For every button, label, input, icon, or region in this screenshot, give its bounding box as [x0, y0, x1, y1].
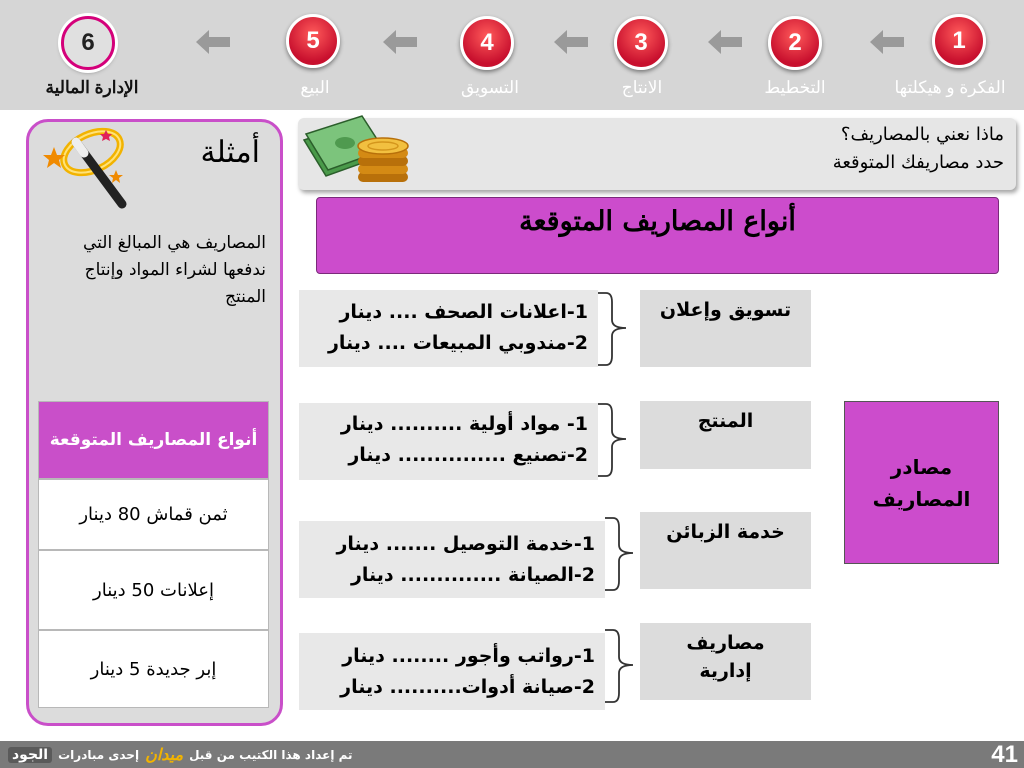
step-2-number: 2	[788, 29, 802, 56]
arrow-left-icon	[196, 30, 230, 54]
magic-wand-icon	[34, 122, 134, 212]
items-product	[299, 403, 598, 480]
footer-initiative-text: إحدى مبادرات	[58, 747, 140, 762]
category-marketing-label: تسويق وإعلان	[659, 299, 792, 321]
maydan-logo: ميدان	[145, 745, 184, 764]
step-2-button[interactable]	[768, 16, 822, 70]
arrow-left-icon	[870, 30, 904, 54]
list-item: 1-اعلانات الصحف .... دينار	[339, 301, 588, 323]
step-1-number: 1	[952, 27, 966, 54]
arrow-left-icon	[383, 30, 417, 54]
bracket-icon	[603, 627, 637, 707]
items-admin	[299, 633, 605, 710]
step-5-number: 5	[306, 27, 320, 54]
bracket-icon	[603, 515, 637, 595]
category-product-label: المنتج	[697, 410, 754, 432]
table-row: إعلانات 50 دينار	[38, 550, 269, 630]
step-6-label[interactable]: الإدارة المالية	[45, 78, 139, 97]
step-5-label[interactable]: البيع	[300, 78, 330, 97]
step-1-button[interactable]	[932, 14, 986, 68]
list-item: 2-مندوبي المبيعات .... دينار	[327, 332, 588, 354]
question-line-2: حدد مصاريفك المتوقعة	[832, 152, 1004, 173]
category-admin-label: مصاريف إدارية	[686, 632, 765, 682]
expense-sources-box	[844, 401, 999, 564]
list-item: 1- مواد أولية .......... دينار	[340, 413, 588, 435]
definition-text: المصاريف هي المبالغ التي ندفعها لشراء المواد وإنتاج المنتج	[82, 233, 266, 307]
list-item: 2-صيانة أدوات.......... دينار	[340, 676, 595, 698]
step-3-button[interactable]	[614, 16, 668, 70]
page-number: 41	[991, 741, 1018, 768]
step-5-button[interactable]	[286, 14, 340, 68]
step-4-label[interactable]: التسويق	[461, 78, 519, 97]
step-3-number: 3	[634, 29, 648, 56]
examples-table-header: أنواع المصاريف المتوقعة	[38, 401, 269, 479]
category-customer-service	[640, 512, 811, 589]
footer-credit-prefix: تم إعداد هذا الكتيب من قبل	[189, 747, 353, 762]
category-admin	[640, 623, 811, 700]
step-3-label[interactable]: الانتاج	[621, 78, 663, 97]
aljoud-logo: الجود	[8, 747, 52, 763]
expense-sources-label: مصادر المصاريف	[872, 454, 971, 511]
table-row: ثمن قماش 80 دينار	[38, 479, 269, 550]
step-6-number: 6	[81, 29, 95, 56]
list-item: 1-رواتب وأجور ........ دينار	[342, 645, 595, 667]
category-customer-service-label: خدمة الزبائن	[666, 521, 785, 543]
table-row: إبر جديدة 5 دينار	[38, 630, 269, 708]
money-stack-icon	[300, 112, 418, 194]
examples-title: أمثلة	[200, 135, 260, 170]
list-item: 2-الصيانة .............. دينار	[350, 564, 595, 586]
step-6-button[interactable]	[61, 16, 115, 70]
question-line-1: ماذا نعني بالمصاريف؟	[840, 124, 1004, 145]
arrow-left-icon	[708, 30, 742, 54]
step-2-label[interactable]: التخطيط	[764, 78, 826, 97]
arrow-left-icon	[554, 30, 588, 54]
bracket-icon	[596, 290, 630, 370]
items-marketing	[299, 290, 598, 367]
step-4-button[interactable]	[460, 16, 514, 70]
footer-credit	[8, 742, 388, 767]
step-4-number: 4	[480, 29, 494, 56]
step-1-label[interactable]: الفكرة و هيكلتها	[894, 78, 1006, 97]
items-customer-service	[299, 521, 605, 598]
bracket-icon	[596, 401, 630, 481]
category-product	[640, 401, 811, 469]
category-marketing	[640, 290, 811, 367]
list-item: 1-خدمة التوصيل ....... دينار	[336, 533, 595, 555]
list-item: 2-تصنيع ............... دينار	[348, 444, 588, 466]
page-title: أنواع المصاريف المتوقعة	[316, 197, 999, 274]
